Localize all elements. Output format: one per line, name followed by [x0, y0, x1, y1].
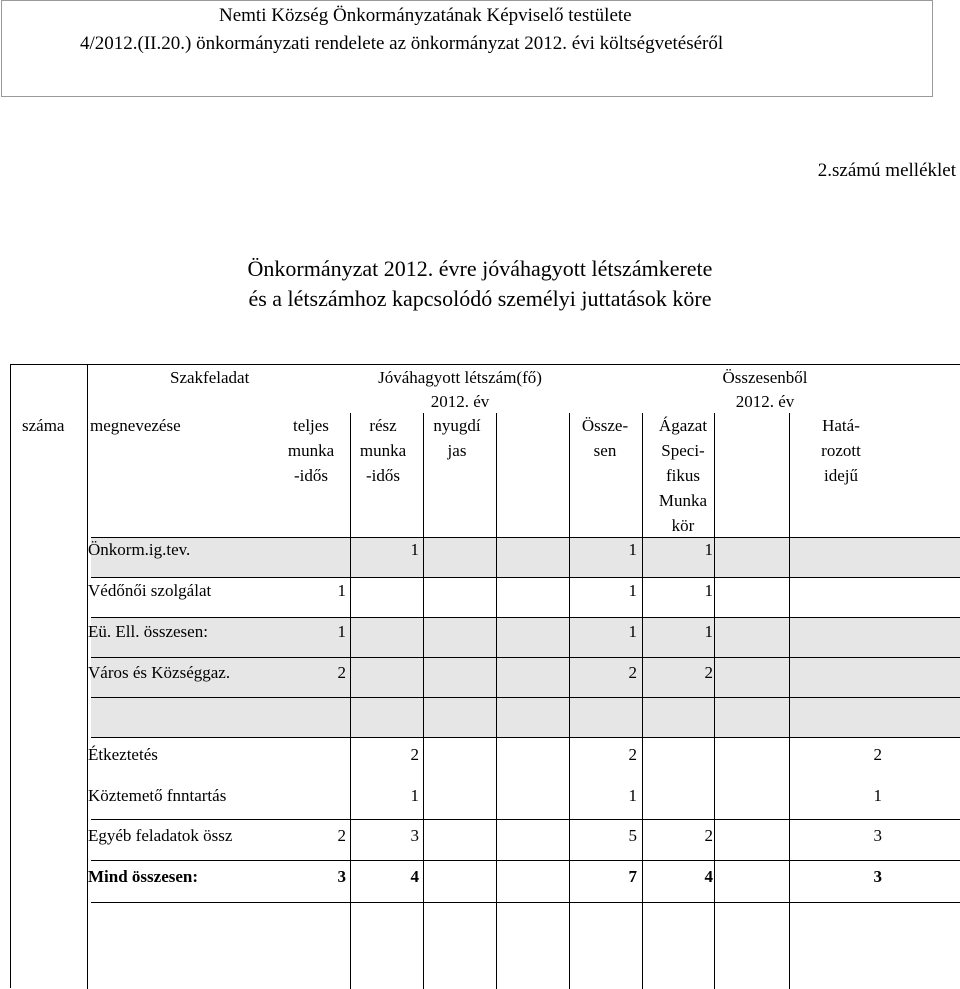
row-name: Egyéb feladatok össz — [88, 826, 233, 845]
cell-teljes: 1 — [337, 622, 346, 641]
head-agazat-3: fikus — [666, 466, 700, 485]
head-ev-1: 2012. év — [430, 392, 490, 411]
cell-agazat: 1 — [704, 581, 713, 600]
head-agazat-4: Munka — [658, 491, 708, 510]
grid-line — [496, 413, 497, 989]
row-band — [91, 697, 960, 737]
cell-hatarozott: 3 — [873, 826, 882, 845]
main-title-line-2: és a létszámhoz kapcsolódó személyi juttatások köre — [248, 286, 712, 311]
head-jovahagyott: Jóváhagyott létszám(fő) — [378, 368, 542, 387]
cell-teljes: 2 — [337, 826, 346, 845]
row-band — [91, 537, 960, 577]
cell-teljes: 3 — [337, 867, 346, 886]
head-osszesen-1: Össze- — [581, 416, 629, 435]
cell-resz: 2 — [410, 745, 419, 764]
cell-agazat: 2 — [704, 826, 713, 845]
head-teljes-2: munka — [287, 441, 335, 460]
cell-osszesen: 5 — [628, 826, 637, 845]
head-resz-2: munka — [359, 441, 407, 460]
grid-line — [423, 413, 424, 989]
header-box — [1, 0, 933, 97]
head-resz-3: -idős — [366, 466, 400, 485]
grid-line — [91, 697, 960, 698]
grid-line — [569, 413, 570, 989]
cell-teljes: 2 — [337, 663, 346, 682]
grid-line — [642, 413, 643, 989]
head-hatarozott-1: Hatá- — [822, 416, 860, 435]
main-title-line-1: Önkormányzat 2012. évre jóváhagyott létszámkerete — [247, 256, 713, 281]
grid-line — [91, 577, 960, 578]
cell-resz: 4 — [410, 867, 419, 886]
head-teljes-1: teljes — [293, 416, 329, 435]
header-line-1: Nemti Község Önkormányzatának Képviselő testülete — [219, 5, 632, 26]
grid-line — [91, 657, 960, 658]
head-megnevezese: megnevezése — [90, 416, 181, 435]
grid-line — [91, 617, 960, 618]
head-nyugdijas-2: jas — [447, 441, 467, 460]
cell-osszesen: 2 — [628, 663, 637, 682]
head-hatarozott-3: idejű — [824, 466, 858, 485]
head-szakfeladat: Szakfeladat — [170, 368, 250, 387]
grid-line — [91, 902, 960, 903]
cell-hatarozott: 1 — [873, 786, 882, 805]
row-name: Mind összesen: — [88, 867, 199, 886]
row-name: Védőnői szolgálat — [88, 581, 212, 600]
cell-hatarozott: 2 — [873, 745, 882, 764]
cell-osszesen: 1 — [628, 540, 637, 559]
cell-teljes: 1 — [337, 581, 346, 600]
head-hatarozott-2: rozott — [821, 441, 861, 460]
cell-resz: 1 — [410, 540, 419, 559]
head-agazat-5: kör — [671, 516, 695, 535]
cell-agazat: 4 — [704, 867, 713, 886]
appendix-label: 2.számú melléklet — [817, 160, 956, 181]
cell-agazat: 1 — [704, 622, 713, 641]
head-nyugdijas-1: nyugdí — [433, 416, 481, 435]
grid-line — [91, 537, 960, 538]
head-agazat-2: Speci- — [661, 441, 705, 460]
head-ev-2: 2012. év — [735, 392, 795, 411]
cell-agazat: 1 — [704, 540, 713, 559]
grid-line — [91, 860, 960, 861]
head-resz-1: rész — [369, 416, 397, 435]
row-name: Eü. Ell. összesen: — [88, 622, 208, 641]
row-band — [91, 577, 960, 617]
row-name: Város és Községgaz. — [88, 663, 231, 682]
cell-osszesen: 2 — [628, 745, 637, 764]
row-band — [91, 617, 960, 657]
cell-osszesen: 7 — [628, 867, 637, 886]
grid-line — [350, 413, 351, 989]
grid-line — [91, 819, 960, 820]
cell-resz: 3 — [410, 826, 419, 845]
head-osszesenbol: Összesenből — [722, 368, 808, 387]
head-teljes-3: -idős — [294, 466, 328, 485]
head-szama: száma — [22, 416, 65, 435]
cell-osszesen: 1 — [628, 581, 637, 600]
cell-agazat: 2 — [704, 663, 713, 682]
head-osszesen-2: sen — [593, 441, 617, 460]
cell-hatarozott: 3 — [873, 867, 882, 886]
cell-osszesen: 1 — [628, 622, 637, 641]
head-agazat-1: Ágazat — [658, 416, 708, 435]
header-line-2: 4/2012.(II.20.) önkormányzati rendelete az önkormányzat 2012. évi költségvetéséről — [80, 33, 724, 54]
cell-resz: 1 — [410, 786, 419, 805]
row-name: Köztemető fnntartás — [88, 786, 227, 805]
grid-line — [91, 737, 960, 738]
row-name: Önkorm.ig.tev. — [88, 540, 191, 559]
cell-osszesen: 1 — [628, 786, 637, 805]
grid-line — [789, 413, 790, 989]
row-name: Étkeztetés — [88, 745, 158, 764]
